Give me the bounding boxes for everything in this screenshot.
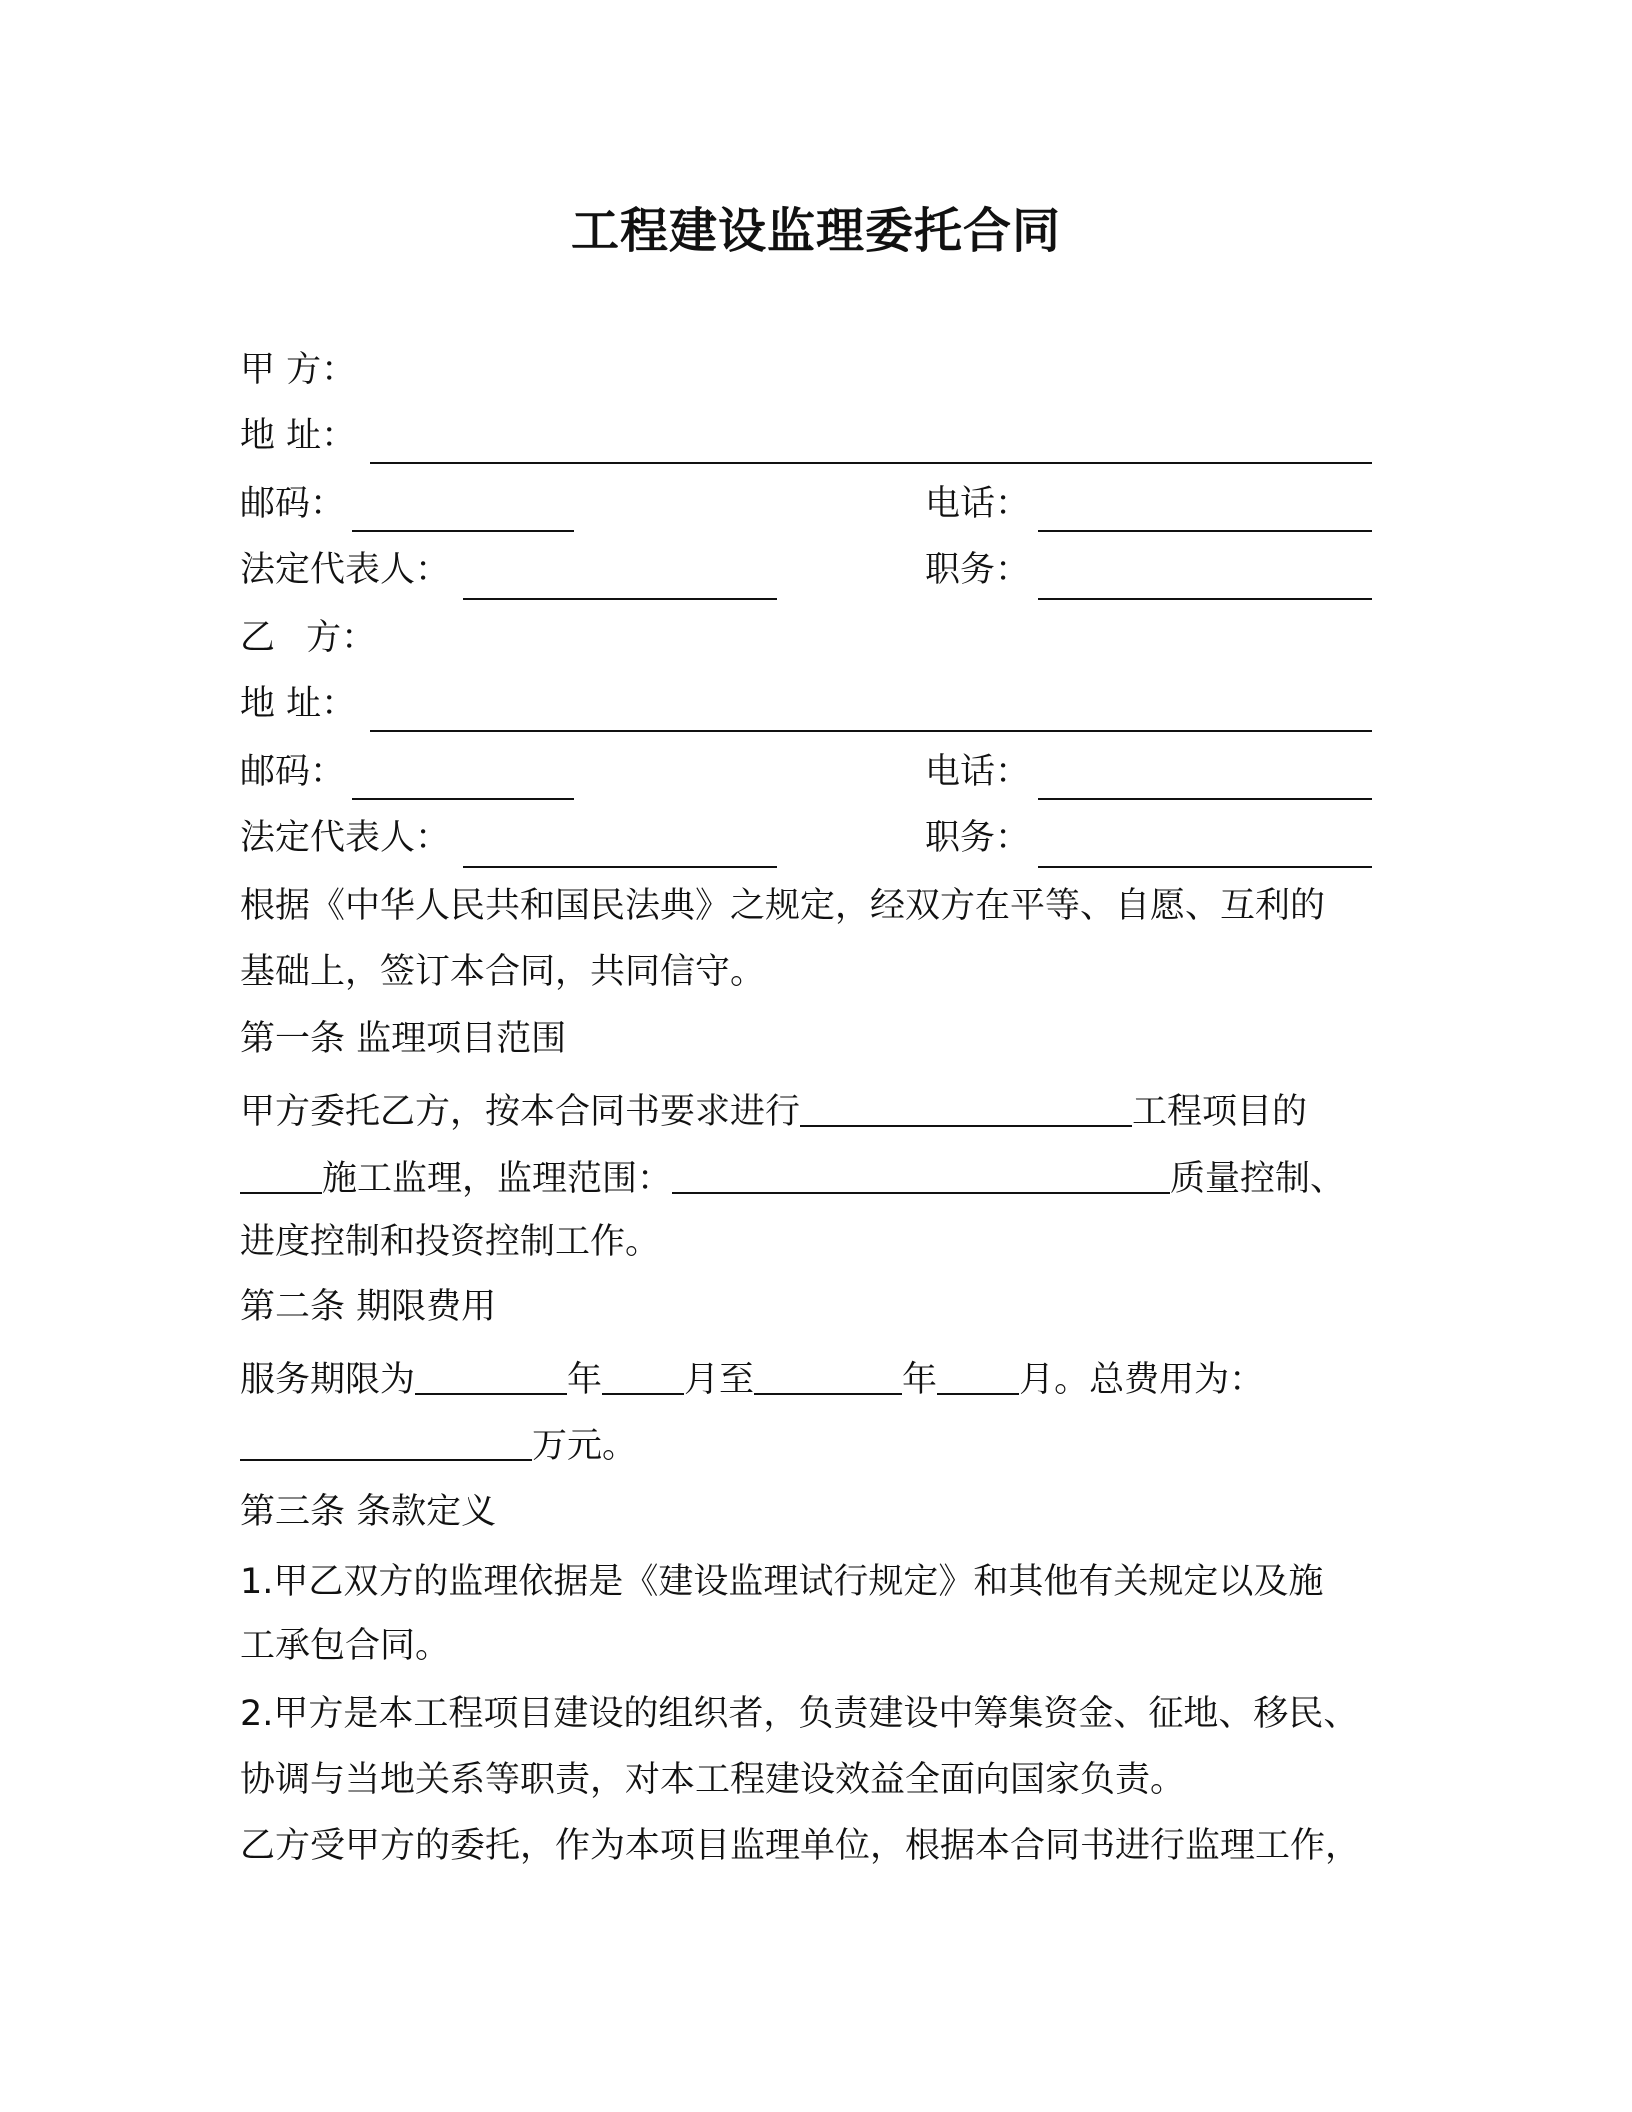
clause-3-line-1: 乙方受甲方的委托，作为本项目监理单位，根据本合同书进行监理工作， [240, 1826, 1361, 1866]
clause-1-line-2: 工承包合同。 [240, 1626, 451, 1666]
article-1-line-2-text-b: 质量控制、 [1170, 1159, 1346, 1199]
article-1-line-3: 进度控制和投资控制工作。 [240, 1222, 661, 1262]
document-title: 工程建设监理委托合同 [570, 203, 1061, 259]
party-b-postcode-field[interactable] [352, 798, 574, 800]
year-label-2: 年 [902, 1360, 938, 1400]
party-b-legal-rep-field[interactable] [463, 866, 777, 868]
party-b-address-label: 地 址： [240, 684, 357, 724]
supervision-stage-blank[interactable] [240, 1158, 322, 1194]
supervision-scope-blank[interactable] [672, 1158, 1170, 1194]
party-a-position-field[interactable] [1038, 598, 1372, 600]
article-1-line-2-text-a: 施工监理，监理范围： [322, 1159, 673, 1199]
party-b-legal-rep-label: 法定代表人： [240, 818, 451, 858]
preamble-line-2: 基础上，签订本合同，共同信守。 [240, 952, 766, 992]
party-b-address-field[interactable] [370, 730, 1372, 732]
party-a-phone-field[interactable] [1038, 530, 1372, 532]
service-period-label: 服务期限为 [240, 1360, 416, 1400]
article-2-line-2 [240, 1424, 637, 1468]
article-1-line-1-text-a: 甲方委托乙方，按本合同书要求进行 [240, 1092, 801, 1132]
party-a-address-label: 地 址： [240, 416, 357, 456]
article-1-line-2 [240, 1157, 1345, 1201]
preamble-line-1: 根据《中华人民共和国民法典》之规定，经双方在平等、自愿、互利的 [240, 886, 1326, 926]
clause-2-line-1: 2.甲方是本工程项目建设的组织者，负责建设中筹集资金、征地、移民、 [240, 1694, 1359, 1734]
party-b-phone-field[interactable] [1038, 798, 1372, 800]
end-month-blank[interactable] [937, 1359, 1019, 1395]
article-1-heading: 第一条 监理项目范围 [240, 1019, 567, 1059]
article-2-line-1 [240, 1358, 1264, 1402]
year-label-1: 年 [567, 1360, 603, 1400]
party-b-postcode-label: 邮码： [240, 752, 346, 792]
party-a-legal-rep-field[interactable] [463, 598, 777, 600]
party-a-position-label: 职务： [925, 550, 1031, 590]
party-b-position-field[interactable] [1038, 866, 1372, 868]
party-b-name-label: 乙 方： [240, 618, 377, 658]
party-a-postcode-field[interactable] [352, 530, 574, 532]
party-a-legal-rep-label: 法定代表人： [240, 550, 451, 590]
party-a-address-field[interactable] [370, 462, 1372, 464]
party-a-phone-label: 电话： [925, 484, 1031, 524]
month-to-label: 月至 [684, 1360, 755, 1400]
party-a-postcode-label: 邮码： [240, 484, 346, 524]
party-b-phone-label: 电话： [925, 752, 1031, 792]
article-2-heading: 第二条 期限费用 [240, 1287, 497, 1327]
project-name-blank[interactable] [800, 1091, 1132, 1127]
article-1-line-1-text-b: 工程项目的 [1132, 1092, 1308, 1132]
fee-unit-label: 万元。 [532, 1426, 638, 1466]
start-month-blank[interactable] [602, 1359, 684, 1395]
party-b-position-label: 职务： [925, 818, 1031, 858]
article-1-line-1 [240, 1090, 1307, 1134]
start-year-blank[interactable] [415, 1359, 567, 1395]
total-fee-label: 月。总费用为： [1019, 1360, 1265, 1400]
party-a-name-label: 甲 方： [240, 350, 357, 390]
end-year-blank[interactable] [754, 1359, 902, 1395]
clause-1-line-1: 1.甲乙双方的监理依据是《建设监理试行规定》和其他有关规定以及施 [240, 1562, 1324, 1602]
total-fee-blank[interactable] [240, 1425, 532, 1461]
clause-2-line-2: 协调与当地关系等职责，对本工程建设效益全面向国家负责。 [240, 1760, 1186, 1800]
article-3-heading: 第三条 条款定义 [240, 1492, 497, 1532]
